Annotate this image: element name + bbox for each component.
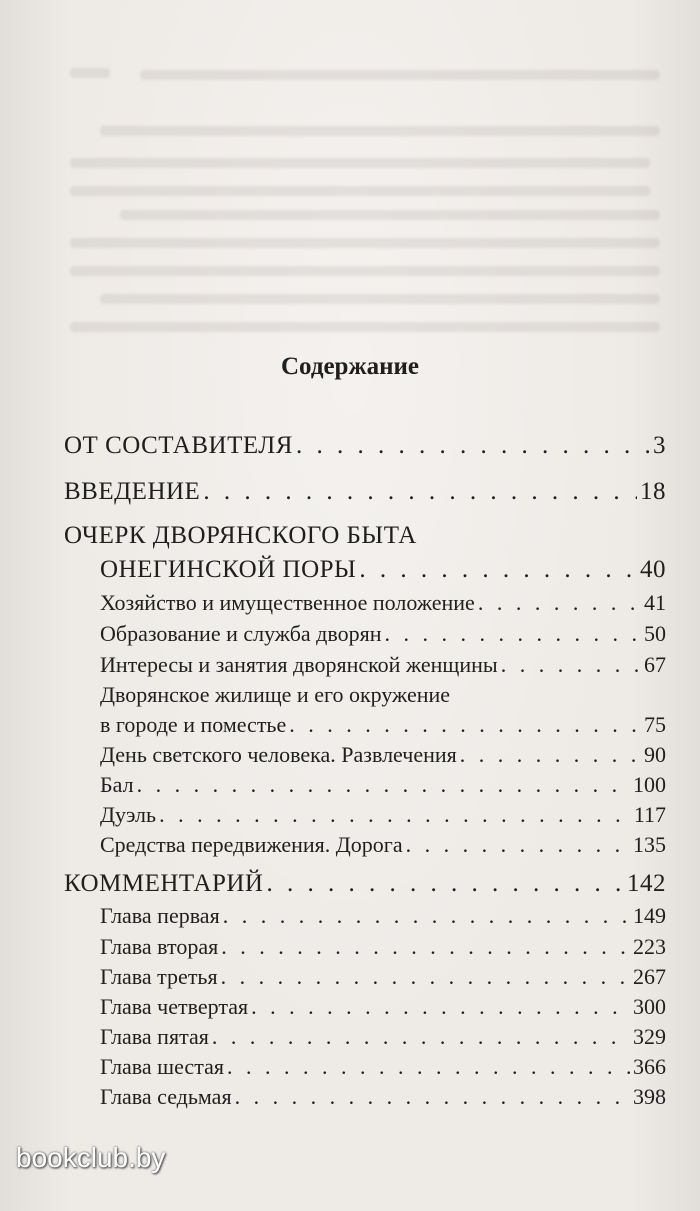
toc-page-number: 149 bbox=[633, 903, 666, 928]
toc-page-number: 100 bbox=[633, 772, 666, 797]
toc-entry-label: ОТ СОСТАВИТЕЛЯ bbox=[64, 432, 293, 459]
toc-page-number: 366 bbox=[633, 1054, 666, 1079]
toc-entry-label: ОНЕГИНСКОЙ ПОРЫ bbox=[100, 556, 357, 583]
page-title: Содержание bbox=[280, 353, 419, 380]
toc-page-number: 135 bbox=[633, 832, 666, 857]
toc-entry bbox=[100, 1084, 666, 1110]
toc-entry bbox=[100, 832, 666, 858]
toc-page-number: 67 bbox=[644, 652, 666, 677]
toc-entry-label: КОММЕНТАРИЙ bbox=[64, 870, 264, 897]
toc-page-number: 3 bbox=[653, 432, 666, 459]
toc-entry bbox=[100, 1054, 666, 1080]
toc-entry-label: Бал bbox=[100, 772, 134, 797]
toc-leader-dots bbox=[159, 802, 631, 828]
toc-leader-dots bbox=[359, 556, 637, 584]
toc-entry bbox=[100, 621, 666, 647]
toc-entry-label: Глава третья bbox=[100, 964, 218, 989]
toc-entry bbox=[100, 742, 666, 768]
toc-leader-dots bbox=[227, 1054, 630, 1080]
toc-entry-label: Интересы и занятия дворянской женщины bbox=[100, 652, 498, 677]
toc-page-number: 117 bbox=[633, 802, 666, 827]
toc-entry bbox=[100, 903, 666, 929]
toc-entry-label: Глава вторая bbox=[100, 934, 219, 959]
toc-leader-dots bbox=[460, 742, 641, 768]
toc-entry-label: Глава пятая bbox=[100, 1024, 209, 1049]
toc-page-number: 90 bbox=[644, 742, 666, 767]
toc-entry bbox=[100, 712, 666, 738]
toc-leader-dots bbox=[203, 478, 637, 506]
toc-entry bbox=[100, 994, 666, 1020]
toc-entry-label: Глава шестая bbox=[100, 1054, 224, 1079]
toc-leader-dots bbox=[235, 1084, 630, 1110]
toc-leader-dots bbox=[478, 590, 641, 616]
toc-entry bbox=[100, 934, 666, 960]
toc-page-number: 50 bbox=[644, 621, 666, 646]
toc-leader-dots bbox=[221, 964, 630, 990]
toc-page-number: 329 bbox=[633, 1024, 666, 1049]
toc-entry-label: Дворянское жилище и его окружение bbox=[100, 682, 451, 707]
toc-page-number: 300 bbox=[633, 994, 666, 1019]
toc-entry-label: Хозяйство и имущественное положение bbox=[100, 590, 475, 615]
toc-leader-dots bbox=[385, 621, 642, 647]
toc-leader-dots bbox=[501, 652, 641, 678]
toc-entry bbox=[64, 870, 666, 898]
toc-leader-dots bbox=[289, 712, 641, 738]
toc-page-number: 142 bbox=[627, 870, 666, 897]
toc-entry-label: в городе и поместье bbox=[100, 712, 287, 737]
toc-entry bbox=[64, 432, 666, 460]
toc-page-number: 41 bbox=[644, 590, 666, 615]
toc-page-number: 398 bbox=[633, 1084, 666, 1109]
toc-leader-dots bbox=[137, 772, 630, 798]
toc-entry-label: ВВЕДЕНИЕ bbox=[64, 478, 201, 505]
toc-leader-dots bbox=[266, 870, 624, 898]
toc-entry-label: Глава четвертая bbox=[100, 994, 249, 1019]
toc-page-number: 75 bbox=[644, 712, 666, 737]
toc-entry bbox=[100, 964, 666, 990]
toc-entry bbox=[100, 1024, 666, 1050]
toc-leader-dots bbox=[251, 994, 630, 1020]
toc-entry-label: Образование и служба дворян bbox=[100, 621, 382, 646]
toc-entry-label: День светского человека. Развлечения bbox=[100, 742, 457, 767]
toc-page-number: 18 bbox=[640, 478, 666, 505]
toc-page-number: 223 bbox=[633, 934, 666, 959]
toc-entry-label: Глава седьмая bbox=[100, 1084, 232, 1109]
toc-entry bbox=[100, 556, 666, 584]
toc-leader-dots bbox=[406, 832, 630, 858]
watermark: bookclub.by bbox=[16, 1142, 166, 1173]
toc-entry-label: Средства передвижения. Дорога bbox=[100, 832, 403, 857]
toc-leader-dots bbox=[223, 903, 630, 929]
toc-leader-dots bbox=[212, 1024, 630, 1050]
toc-page-number: 40 bbox=[640, 556, 666, 583]
toc-entry bbox=[100, 802, 666, 828]
toc-page-number: 267 bbox=[633, 964, 666, 989]
toc-entry bbox=[100, 652, 666, 678]
toc-entry-label: ОЧЕРК ДВОРЯНСКОГО БЫТА bbox=[64, 522, 417, 549]
toc-entry bbox=[100, 772, 666, 798]
toc-entry bbox=[100, 590, 666, 616]
toc-entry-label: Глава первая bbox=[100, 903, 220, 928]
toc-entry bbox=[64, 478, 666, 506]
toc-leader-dots bbox=[296, 432, 650, 460]
toc-entry-label: Дуэль bbox=[100, 802, 157, 827]
toc-leader-dots bbox=[221, 934, 630, 960]
